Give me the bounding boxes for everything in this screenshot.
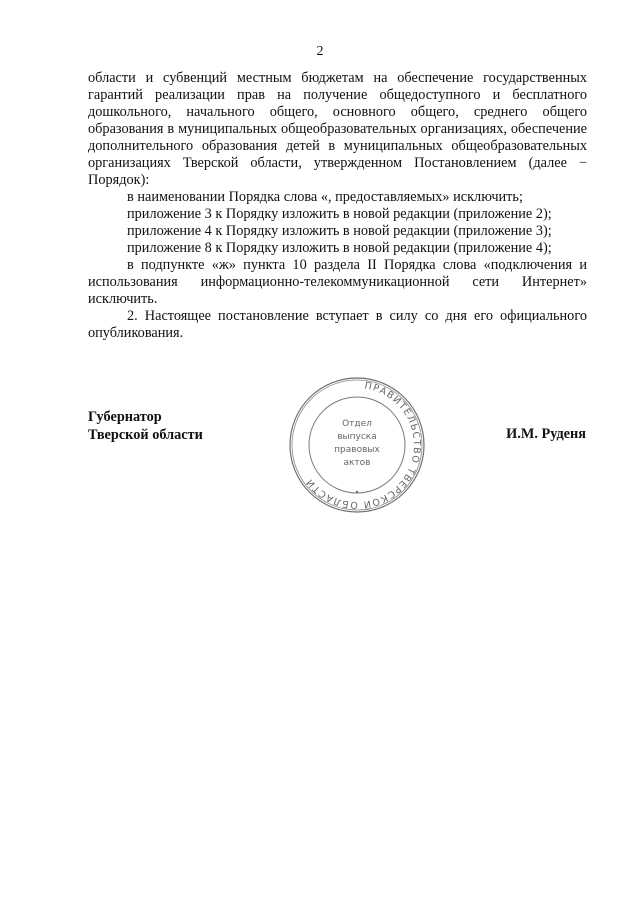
paragraph-item: приложение 8 к Порядку изложить в новой редакции (приложение 4); bbox=[127, 240, 552, 256]
paragraph-continuation: области и субвенций местным бюджетам на обеспечение государственных гарантий реализации прав на получение общедоступного и бесплатного дошкольного, начального общего, основного общего, среднего общего образования в муниципальных общеобразовательных организациях, обеспечение дополнительного образования детей в муниципальных общеобразовательных организациях Тверской области, утвержденном Постановлением (далее − Порядок): bbox=[88, 70, 587, 188]
document-body bbox=[88, 70, 587, 342]
stamp-center-line: выпуска bbox=[337, 432, 377, 442]
signatory-name: И.М. Руденя bbox=[506, 426, 586, 442]
stamp-center-line: Отдел bbox=[342, 419, 372, 429]
stamp-dot bbox=[356, 491, 359, 494]
paragraph-item: приложение 3 к Порядку изложить в новой редакции (приложение 2); bbox=[127, 206, 552, 222]
paragraph-item: в подпункте «ж» пункта 10 раздела II Порядка слова «подключения и использования информационно-телекоммуникационной сети Интернет» исключить. bbox=[88, 257, 587, 307]
paragraph-item: приложение 4 к Порядку изложить в новой редакции (приложение 3); bbox=[127, 223, 552, 239]
stamp-center-line: правовых bbox=[334, 445, 380, 455]
page-number: 2 bbox=[316, 44, 324, 59]
stamp-ring-text: ПРАВИТЕЛЬСТВО ТВЕРСКОЙ ОБЛАСТИ bbox=[303, 380, 423, 511]
official-stamp bbox=[288, 376, 426, 514]
signatory-position bbox=[88, 408, 203, 444]
paragraph-item: в наименовании Порядка слова «, предоставляемых» исключить; bbox=[127, 189, 523, 205]
paragraph-effective-date: 2. Настоящее постановление вступает в силу со дня его официального опубликования. bbox=[88, 308, 587, 341]
signatory-title: Губернатор bbox=[88, 409, 162, 425]
stamp-center-line: актов bbox=[343, 458, 371, 468]
signatory-region: Тверской области bbox=[88, 427, 203, 443]
